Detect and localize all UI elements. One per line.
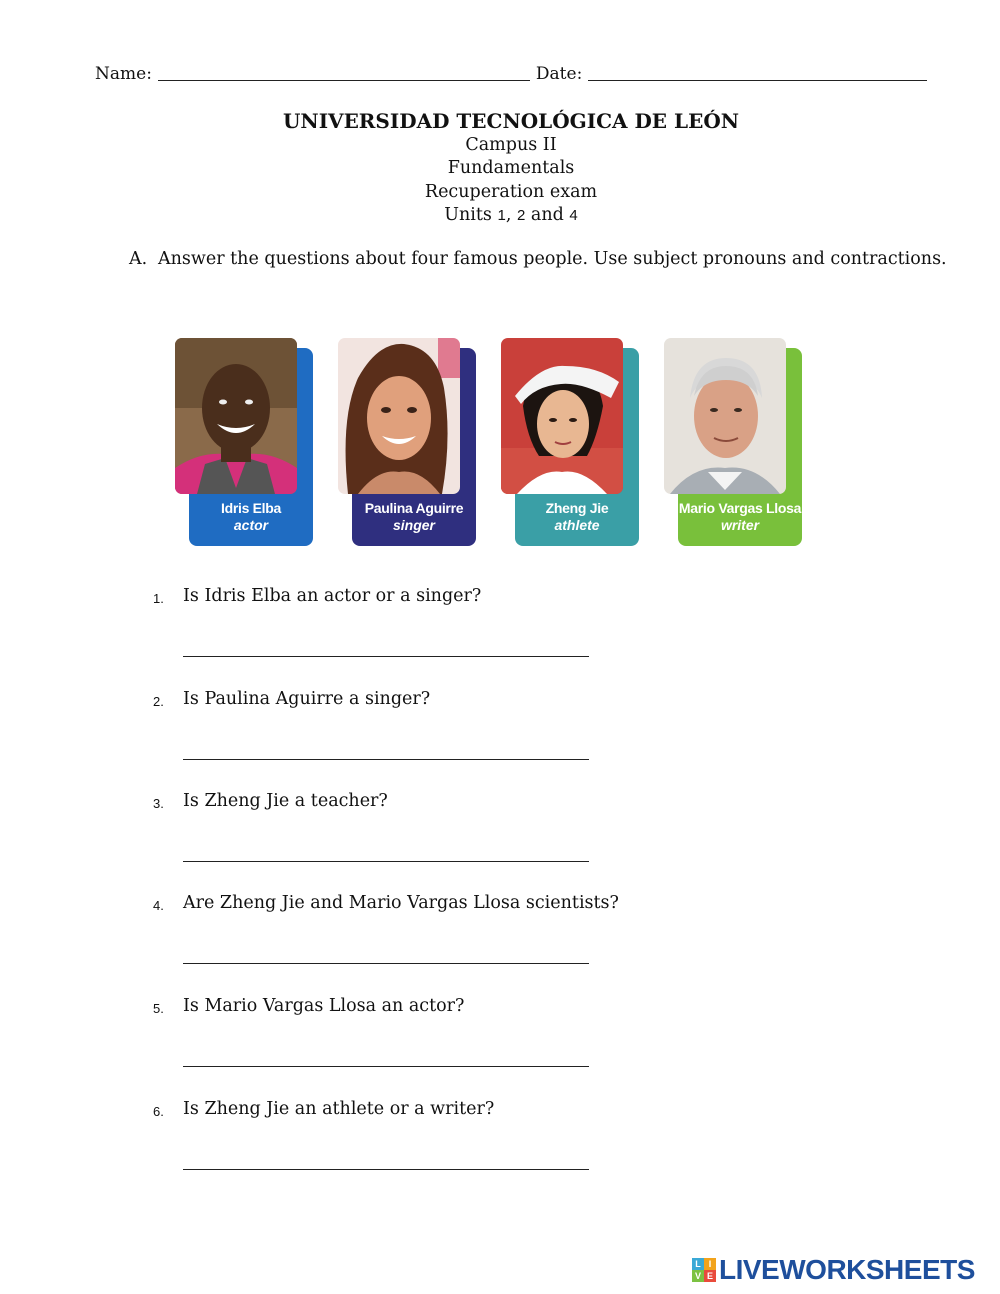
question-item — [150, 1099, 850, 1179]
person-photo — [338, 338, 460, 494]
person-name: Zheng Jie — [545, 500, 609, 516]
person-role: athlete — [554, 517, 600, 533]
answer-input[interactable] — [183, 636, 589, 657]
person-label — [678, 500, 802, 534]
liveworksheets-logo — [692, 1255, 975, 1285]
person-role: singer — [392, 517, 435, 533]
answer-input[interactable] — [183, 1149, 589, 1170]
question-item — [150, 689, 850, 769]
answer-input[interactable] — [183, 943, 589, 964]
units-prefix: Units — [444, 204, 492, 225]
person-photo — [175, 338, 297, 494]
logo-mark-letter: E — [704, 1270, 716, 1282]
instruction-text: Answer the questions about four famous people. Use subject pronouns and contractions. — [158, 249, 947, 269]
name-field[interactable] — [158, 62, 530, 81]
logo-mark-letter: I — [704, 1258, 716, 1270]
date-field[interactable] — [588, 62, 927, 81]
question-text: Is Idris Elba an actor or a singer? — [183, 586, 482, 606]
answer-input[interactable] — [183, 739, 589, 760]
person-label — [515, 500, 639, 534]
person-label — [189, 500, 313, 534]
people-cards — [175, 338, 825, 548]
person-name: Mario Vargas Llosa — [678, 500, 802, 516]
person-label — [352, 500, 476, 534]
name-label: Name: — [95, 64, 152, 84]
instruction — [129, 249, 947, 269]
question-text: Is Zheng Jie a teacher? — [183, 791, 388, 811]
question-number: 1. — [153, 591, 164, 606]
unit-separator: , — [505, 204, 512, 225]
instruction-letter: A. — [129, 249, 148, 269]
units-line — [22, 204, 1000, 227]
campus-line: Campus II — [465, 135, 557, 155]
logo-mark-icon — [692, 1258, 716, 1282]
person-photo — [501, 338, 623, 494]
question-item — [150, 586, 850, 666]
person-card-zheng-jie — [501, 338, 643, 548]
course-line: Fundamentals — [447, 158, 575, 179]
person-photo — [664, 338, 786, 494]
question-number: 2. — [153, 694, 164, 709]
unit-1: 1 — [497, 206, 506, 224]
unit-4: 4 — [569, 206, 578, 224]
person-role: writer — [720, 517, 760, 533]
person-card-paulina-aguirre — [338, 338, 480, 548]
person-card-idris-elba — [175, 338, 317, 548]
name-date-line — [95, 60, 927, 84]
person-card-mario-vargas-llosa — [664, 338, 806, 548]
question-number: 6. — [153, 1104, 164, 1119]
university-title: UNIVERSIDAD TECNOLÓGICA DE LEÓN — [282, 109, 740, 133]
unit-2: 2 — [516, 206, 526, 224]
logo-mark-letter: L — [692, 1258, 704, 1270]
exam-line: Recuperation exam — [424, 181, 598, 202]
question-text: Is Mario Vargas Llosa an actor? — [183, 996, 465, 1016]
question-text: Are Zheng Jie and Mario Vargas Llosa scientists? — [183, 893, 619, 913]
question-item — [150, 893, 850, 973]
question-number: 3. — [153, 796, 164, 811]
document-header — [0, 108, 1000, 227]
person-role: actor — [233, 517, 269, 533]
question-text: Is Zheng Jie an athlete or a writer? — [183, 1099, 495, 1119]
answer-input[interactable] — [183, 1046, 589, 1067]
logo-text: LIVEWORKSHEETS — [719, 1254, 975, 1285]
question-text: Is Paulina Aguirre a singer? — [183, 689, 431, 709]
logo-mark-letter: V — [692, 1270, 704, 1282]
question-item — [150, 791, 850, 871]
person-name: Paulina Aguirre — [364, 500, 464, 516]
date-label: Date: — [535, 64, 583, 84]
question-number: 4. — [153, 898, 164, 913]
question-item — [150, 996, 850, 1076]
answer-input[interactable] — [183, 841, 589, 862]
units-and: and — [530, 204, 564, 225]
person-name: Idris Elba — [220, 500, 282, 516]
question-number: 5. — [153, 1001, 164, 1016]
